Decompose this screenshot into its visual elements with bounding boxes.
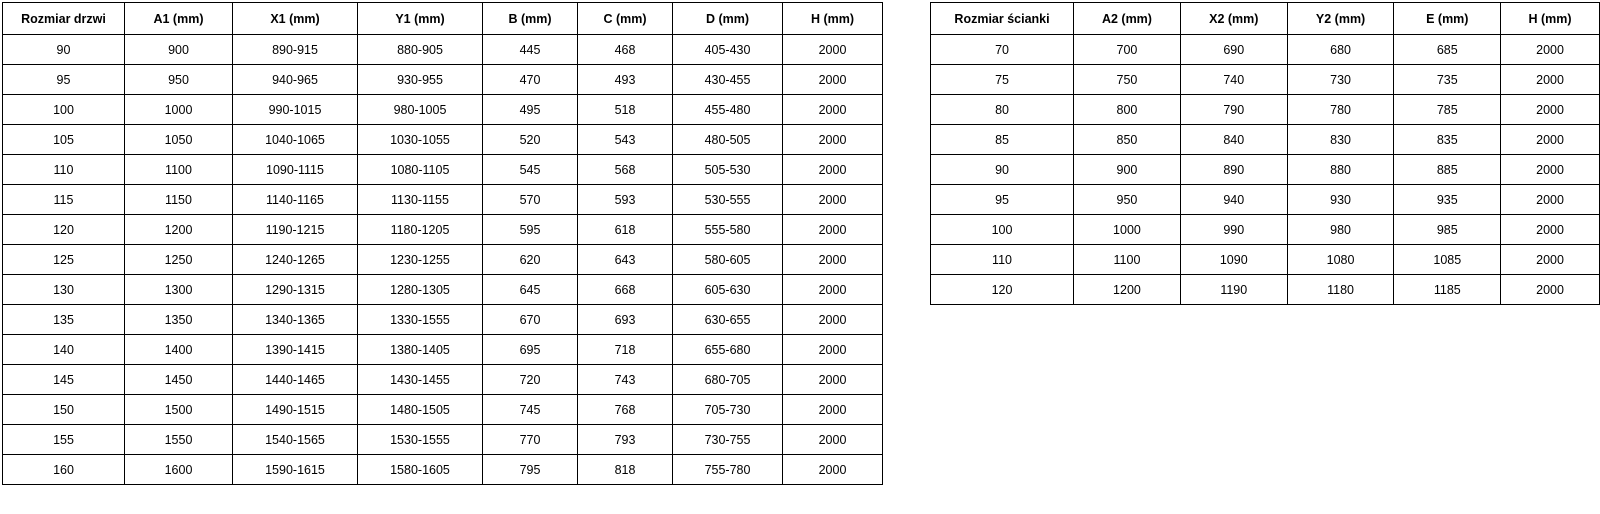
doors-column-header: D (mm)	[673, 3, 783, 35]
doors-cell: 95	[3, 65, 125, 95]
doors-cell: 605-630	[673, 275, 783, 305]
walls-cell: 980	[1287, 215, 1394, 245]
walls-cell: 1190	[1180, 275, 1287, 305]
doors-cell: 1600	[125, 455, 233, 485]
doors-cell: 1290-1315	[233, 275, 358, 305]
table-row	[3, 185, 883, 215]
doors-cell: 2000	[783, 335, 883, 365]
doors-cell: 1530-1555	[358, 425, 483, 455]
doors-cell: 1350	[125, 305, 233, 335]
table-header-row	[3, 3, 883, 35]
walls-cell: 120	[931, 275, 1074, 305]
walls-cell: 70	[931, 35, 1074, 65]
walls-cell: 75	[931, 65, 1074, 95]
doors-cell: 670	[483, 305, 578, 335]
doors-cell: 480-505	[673, 125, 783, 155]
table-row	[3, 335, 883, 365]
doors-cell: 730-755	[673, 425, 783, 455]
doors-table-header	[3, 3, 883, 35]
doors-cell: 668	[578, 275, 673, 305]
doors-cell: 890-915	[233, 35, 358, 65]
walls-cell: 735	[1394, 65, 1501, 95]
doors-cell: 1330-1555	[358, 305, 483, 335]
doors-cell: 1090-1115	[233, 155, 358, 185]
table-row	[3, 215, 883, 245]
doors-cell: 755-780	[673, 455, 783, 485]
doors-cell: 2000	[783, 155, 883, 185]
doors-cell: 900	[125, 35, 233, 65]
walls-column-header: H (mm)	[1501, 3, 1600, 35]
wall-size-table	[930, 2, 1600, 305]
walls-cell: 85	[931, 125, 1074, 155]
doors-cell: 940-965	[233, 65, 358, 95]
doors-cell: 720	[483, 365, 578, 395]
doors-cell: 1230-1255	[358, 245, 483, 275]
walls-cell: 95	[931, 185, 1074, 215]
doors-cell: 468	[578, 35, 673, 65]
table-row	[931, 65, 1600, 95]
doors-cell: 1500	[125, 395, 233, 425]
walls-cell: 2000	[1501, 215, 1600, 245]
walls-cell: 2000	[1501, 185, 1600, 215]
doors-cell: 593	[578, 185, 673, 215]
doors-cell: 125	[3, 245, 125, 275]
table-row	[3, 245, 883, 275]
doors-cell: 1050	[125, 125, 233, 155]
walls-cell: 2000	[1501, 65, 1600, 95]
walls-cell: 680	[1287, 35, 1394, 65]
doors-column-header: C (mm)	[578, 3, 673, 35]
doors-cell: 520	[483, 125, 578, 155]
walls-table-header	[931, 3, 1600, 35]
walls-cell: 110	[931, 245, 1074, 275]
doors-table-container	[2, 2, 883, 485]
table-row	[3, 275, 883, 305]
walls-table-container	[930, 2, 1600, 305]
walls-cell: 935	[1394, 185, 1501, 215]
doors-cell: 793	[578, 425, 673, 455]
walls-cell: 1180	[1287, 275, 1394, 305]
doors-cell: 2000	[783, 275, 883, 305]
walls-cell: 1100	[1074, 245, 1181, 275]
doors-cell: 115	[3, 185, 125, 215]
doors-column-header: Rozmiar drzwi	[3, 3, 125, 35]
doors-cell: 2000	[783, 95, 883, 125]
doors-cell: 1180-1205	[358, 215, 483, 245]
doors-cell: 135	[3, 305, 125, 335]
doors-cell: 770	[483, 425, 578, 455]
doors-cell: 2000	[783, 245, 883, 275]
doors-cell: 2000	[783, 455, 883, 485]
doors-cell: 680-705	[673, 365, 783, 395]
doors-cell: 2000	[783, 215, 883, 245]
walls-cell: 835	[1394, 125, 1501, 155]
doors-cell: 530-555	[673, 185, 783, 215]
walls-cell: 1080	[1287, 245, 1394, 275]
walls-cell: 2000	[1501, 245, 1600, 275]
walls-table-body	[931, 35, 1600, 305]
doors-cell: 150	[3, 395, 125, 425]
doors-cell: 1000	[125, 95, 233, 125]
walls-cell: 2000	[1501, 95, 1600, 125]
table-row	[3, 365, 883, 395]
doors-cell: 505-530	[673, 155, 783, 185]
table-row	[931, 125, 1600, 155]
doors-cell: 930-955	[358, 65, 483, 95]
walls-cell: 1200	[1074, 275, 1181, 305]
doors-cell: 745	[483, 395, 578, 425]
doors-cell: 980-1005	[358, 95, 483, 125]
table-row	[3, 155, 883, 185]
doors-cell: 743	[578, 365, 673, 395]
walls-cell: 90	[931, 155, 1074, 185]
doors-cell: 1490-1515	[233, 395, 358, 425]
table-row	[3, 95, 883, 125]
doors-cell: 90	[3, 35, 125, 65]
doors-cell: 630-655	[673, 305, 783, 335]
doors-cell: 880-905	[358, 35, 483, 65]
walls-cell: 790	[1180, 95, 1287, 125]
doors-cell: 695	[483, 335, 578, 365]
doors-cell: 693	[578, 305, 673, 335]
doors-column-header: B (mm)	[483, 3, 578, 35]
table-row	[3, 305, 883, 335]
doors-cell: 1440-1465	[233, 365, 358, 395]
walls-cell: 940	[1180, 185, 1287, 215]
walls-cell: 685	[1394, 35, 1501, 65]
walls-column-header: X2 (mm)	[1180, 3, 1287, 35]
walls-cell: 930	[1287, 185, 1394, 215]
doors-column-header: X1 (mm)	[233, 3, 358, 35]
doors-cell: 1240-1265	[233, 245, 358, 275]
table-row	[3, 125, 883, 155]
walls-cell: 2000	[1501, 125, 1600, 155]
doors-cell: 545	[483, 155, 578, 185]
table-row	[931, 95, 1600, 125]
doors-cell: 1450	[125, 365, 233, 395]
doors-column-header: H (mm)	[783, 3, 883, 35]
doors-cell: 1040-1065	[233, 125, 358, 155]
doors-cell: 1540-1565	[233, 425, 358, 455]
doors-cell: 145	[3, 365, 125, 395]
doors-cell: 655-680	[673, 335, 783, 365]
doors-cell: 570	[483, 185, 578, 215]
doors-cell: 110	[3, 155, 125, 185]
doors-cell: 160	[3, 455, 125, 485]
table-row	[931, 35, 1600, 65]
table-row	[931, 215, 1600, 245]
walls-cell: 100	[931, 215, 1074, 245]
walls-column-header: Rozmiar ścianki	[931, 3, 1074, 35]
walls-cell: 985	[1394, 215, 1501, 245]
door-size-table	[2, 2, 883, 485]
doors-cell: 1100	[125, 155, 233, 185]
doors-cell: 1030-1055	[358, 125, 483, 155]
doors-cell: 2000	[783, 125, 883, 155]
walls-cell: 830	[1287, 125, 1394, 155]
doors-cell: 580-605	[673, 245, 783, 275]
doors-cell: 1590-1615	[233, 455, 358, 485]
doors-cell: 1140-1165	[233, 185, 358, 215]
table-row	[3, 65, 883, 95]
walls-cell: 785	[1394, 95, 1501, 125]
doors-cell: 140	[3, 335, 125, 365]
doors-cell: 445	[483, 35, 578, 65]
doors-cell: 990-1015	[233, 95, 358, 125]
doors-cell: 2000	[783, 35, 883, 65]
walls-cell: 2000	[1501, 275, 1600, 305]
walls-cell: 950	[1074, 185, 1181, 215]
doors-cell: 795	[483, 455, 578, 485]
walls-cell: 900	[1074, 155, 1181, 185]
doors-cell: 643	[578, 245, 673, 275]
walls-cell: 690	[1180, 35, 1287, 65]
doors-cell: 1400	[125, 335, 233, 365]
doors-cell: 555-580	[673, 215, 783, 245]
walls-cell: 885	[1394, 155, 1501, 185]
doors-cell: 130	[3, 275, 125, 305]
walls-column-header: Y2 (mm)	[1287, 3, 1394, 35]
doors-cell: 1280-1305	[358, 275, 483, 305]
doors-cell: 100	[3, 95, 125, 125]
doors-cell: 950	[125, 65, 233, 95]
doors-column-header: A1 (mm)	[125, 3, 233, 35]
doors-cell: 430-455	[673, 65, 783, 95]
doors-cell: 2000	[783, 395, 883, 425]
walls-cell: 1185	[1394, 275, 1501, 305]
doors-cell: 718	[578, 335, 673, 365]
table-row	[3, 395, 883, 425]
walls-cell: 1090	[1180, 245, 1287, 275]
doors-cell: 1480-1505	[358, 395, 483, 425]
doors-cell: 620	[483, 245, 578, 275]
doors-cell: 493	[578, 65, 673, 95]
doors-cell: 495	[483, 95, 578, 125]
walls-cell: 880	[1287, 155, 1394, 185]
doors-cell: 1300	[125, 275, 233, 305]
doors-cell: 595	[483, 215, 578, 245]
doors-cell: 543	[578, 125, 673, 155]
table-row	[931, 245, 1600, 275]
table-row	[931, 185, 1600, 215]
table-row	[3, 425, 883, 455]
table-row	[931, 155, 1600, 185]
walls-column-header: E (mm)	[1394, 3, 1501, 35]
doors-cell: 405-430	[673, 35, 783, 65]
doors-cell: 2000	[783, 185, 883, 215]
doors-cell: 1380-1405	[358, 335, 483, 365]
doors-cell: 1580-1605	[358, 455, 483, 485]
table-row	[931, 275, 1600, 305]
table-row	[3, 35, 883, 65]
doors-cell: 2000	[783, 425, 883, 455]
walls-cell: 990	[1180, 215, 1287, 245]
table-row	[3, 455, 883, 485]
walls-cell: 730	[1287, 65, 1394, 95]
doors-cell: 705-730	[673, 395, 783, 425]
doors-cell: 2000	[783, 65, 883, 95]
walls-cell: 1085	[1394, 245, 1501, 275]
doors-cell: 645	[483, 275, 578, 305]
doors-cell: 1150	[125, 185, 233, 215]
doors-table-body	[3, 35, 883, 485]
doors-cell: 470	[483, 65, 578, 95]
doors-cell: 1340-1365	[233, 305, 358, 335]
walls-cell: 800	[1074, 95, 1181, 125]
doors-cell: 1250	[125, 245, 233, 275]
doors-cell: 568	[578, 155, 673, 185]
doors-cell: 768	[578, 395, 673, 425]
doors-cell: 2000	[783, 365, 883, 395]
doors-cell: 1190-1215	[233, 215, 358, 245]
walls-cell: 840	[1180, 125, 1287, 155]
doors-cell: 1430-1455	[358, 365, 483, 395]
doors-cell: 518	[578, 95, 673, 125]
walls-cell: 750	[1074, 65, 1181, 95]
doors-cell: 1550	[125, 425, 233, 455]
walls-cell: 2000	[1501, 35, 1600, 65]
walls-cell: 700	[1074, 35, 1181, 65]
doors-cell: 155	[3, 425, 125, 455]
doors-cell: 2000	[783, 305, 883, 335]
doors-cell: 1080-1105	[358, 155, 483, 185]
walls-cell: 850	[1074, 125, 1181, 155]
walls-cell: 1000	[1074, 215, 1181, 245]
walls-cell: 80	[931, 95, 1074, 125]
doors-cell: 1130-1155	[358, 185, 483, 215]
table-header-row	[931, 3, 1600, 35]
doors-cell: 618	[578, 215, 673, 245]
walls-cell: 2000	[1501, 155, 1600, 185]
walls-cell: 780	[1287, 95, 1394, 125]
doors-cell: 1200	[125, 215, 233, 245]
walls-cell: 740	[1180, 65, 1287, 95]
doors-cell: 105	[3, 125, 125, 155]
doors-column-header: Y1 (mm)	[358, 3, 483, 35]
doors-cell: 455-480	[673, 95, 783, 125]
doors-cell: 1390-1415	[233, 335, 358, 365]
doors-cell: 120	[3, 215, 125, 245]
walls-cell: 890	[1180, 155, 1287, 185]
doors-cell: 818	[578, 455, 673, 485]
walls-column-header: A2 (mm)	[1074, 3, 1181, 35]
